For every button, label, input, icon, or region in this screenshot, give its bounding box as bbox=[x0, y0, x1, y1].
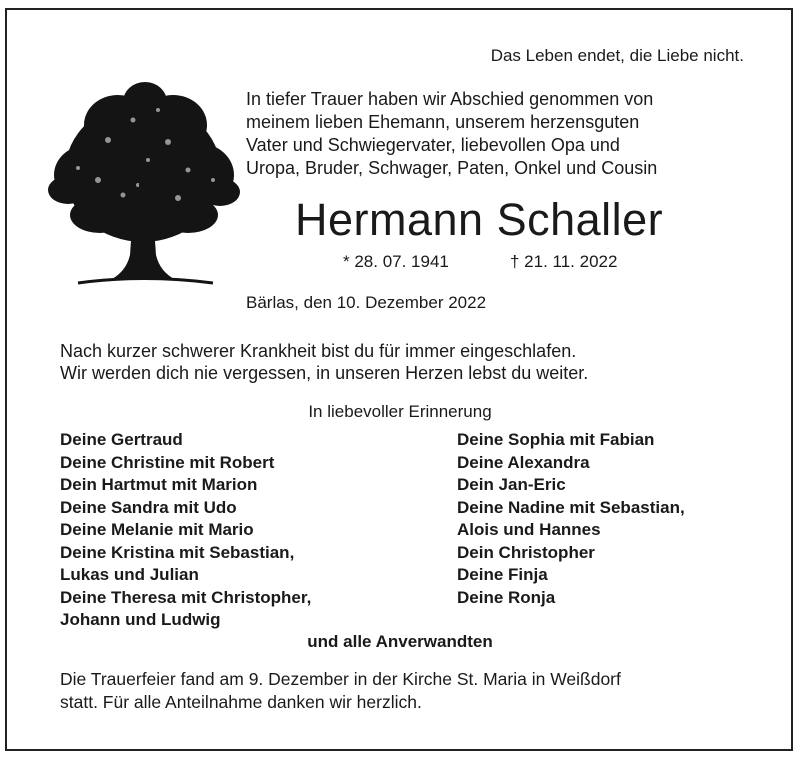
mourner-entry: Deine Melanie mit Mario bbox=[60, 520, 254, 539]
motto: Das Leben endet, die Liebe nicht. bbox=[490, 46, 744, 65]
birth-date: * 28. 07. 1941 bbox=[343, 252, 449, 271]
death-date: † 21. 11. 2022 bbox=[510, 252, 618, 271]
mourner-entry: Dein Christopher bbox=[457, 542, 595, 562]
funeral-line: statt. Für alle Anteilnahme danken wir herzlich. bbox=[60, 692, 422, 712]
mourners-left-column bbox=[60, 429, 311, 632]
intro-line: Uropa, Bruder, Schwager, Paten, Onkel und Cousin bbox=[246, 158, 658, 178]
mourner-entry: Deine Sophia mit Fabian bbox=[457, 430, 655, 449]
memory-heading: In liebevoller Erinnerung bbox=[308, 402, 492, 421]
intro-line: Vater und Schwiegervater, liebevollen Opa und bbox=[246, 135, 620, 155]
funeral-note bbox=[60, 668, 621, 714]
farewell-message bbox=[60, 340, 588, 384]
place-date: Bärlas, den 10. Dezember 2022 bbox=[246, 293, 487, 312]
mourner-entry: Deine Kristina mit Sebastian, bbox=[60, 542, 295, 562]
mourner-entry: Alois und Hannes bbox=[457, 520, 601, 539]
tree-icon bbox=[38, 80, 248, 292]
mourner-entry: Johann und Ludwig bbox=[60, 610, 221, 629]
mourner-entry: Dein Jan-Eric bbox=[457, 475, 566, 494]
funeral-line: Die Trauerfeier fand am 9. Dezember in der Kirche St. Maria in Weißdorf bbox=[60, 669, 621, 689]
mourner-entry: Deine Gertraud bbox=[60, 430, 183, 449]
mourner-entry: Deine Finja bbox=[457, 565, 548, 584]
mourner-entry: Deine Sandra mit Udo bbox=[60, 497, 237, 517]
intro-text bbox=[246, 88, 657, 180]
mourner-entry: Deine Ronja bbox=[457, 587, 556, 607]
mourner-entry: Deine Nadine mit Sebastian, bbox=[457, 497, 685, 517]
mourner-entry: Dein Hartmut mit Marion bbox=[60, 475, 258, 494]
mourner-entry: Lukas und Julian bbox=[60, 565, 199, 584]
mourners-right-column bbox=[457, 429, 685, 609]
mourner-entry: Deine Theresa mit Christopher, bbox=[60, 587, 312, 607]
intro-line: meinem lieben Ehemann, unserem herzensguten bbox=[246, 112, 640, 132]
deceased-name: Hermann Schaller bbox=[295, 194, 664, 245]
relatives-line: und alle Anverwandten bbox=[307, 632, 493, 651]
message-line: Nach kurzer schwerer Krankheit bist du für immer eingeschlafen. bbox=[60, 341, 577, 361]
mourner-entry: Deine Christine mit Robert bbox=[60, 452, 275, 472]
message-line: Wir werden dich nie vergessen, in unseren Herzen lebst du weiter. bbox=[60, 363, 589, 383]
intro-line: In tiefer Trauer haben wir Abschied genommen von bbox=[246, 89, 654, 109]
mourner-entry: Deine Alexandra bbox=[457, 452, 590, 472]
